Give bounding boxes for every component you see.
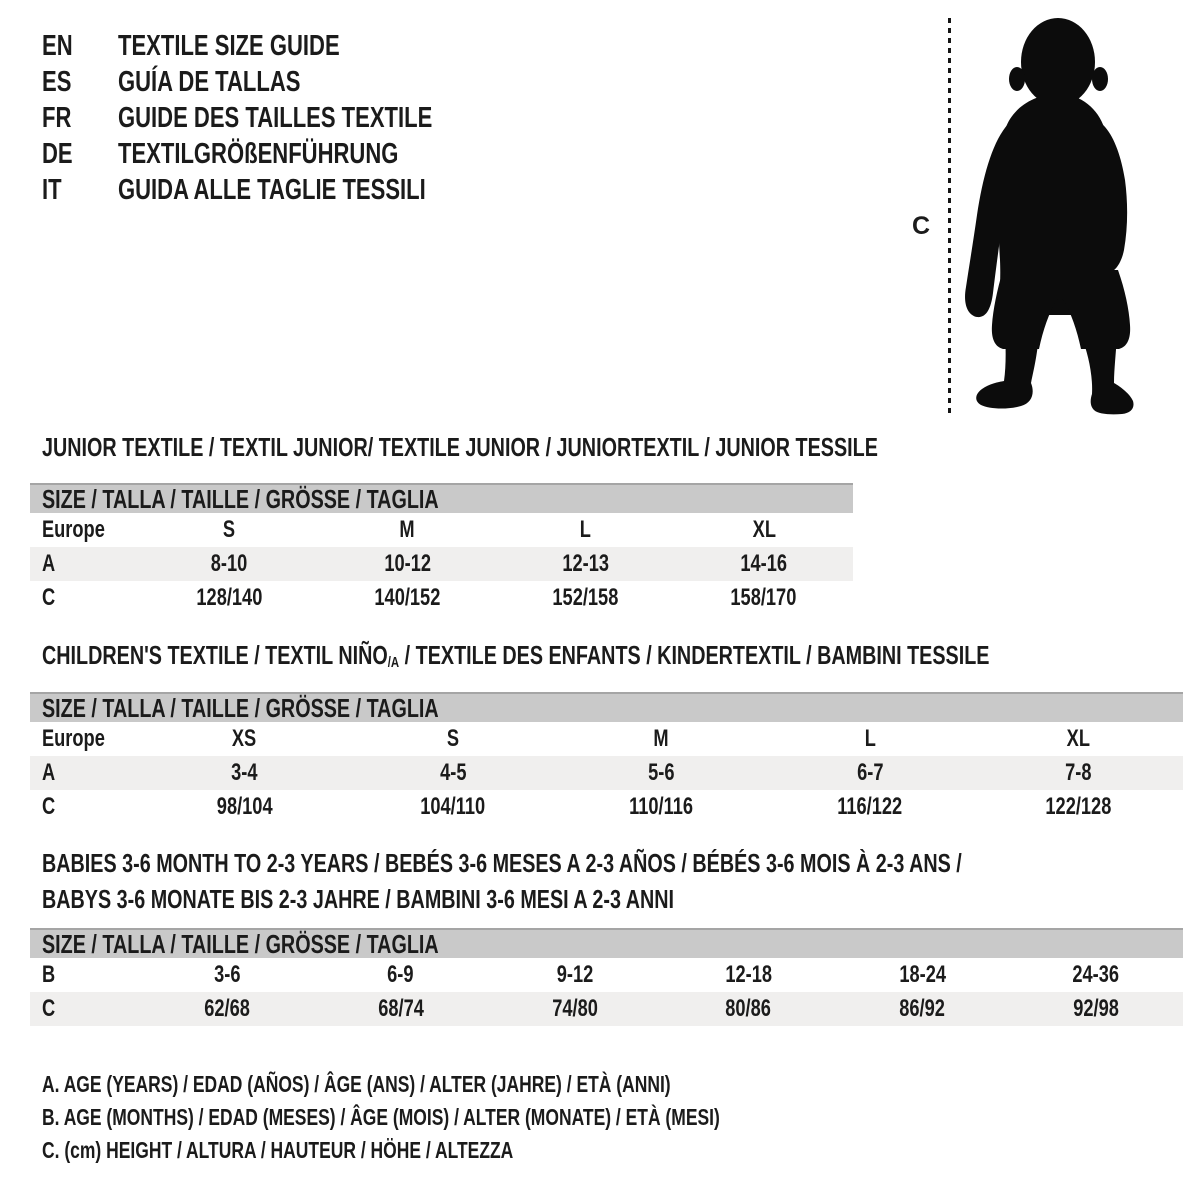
junior-section-title-text: JUNIOR TEXTILE / TEXTIL JUNIOR/ TEXTILE JUNIOR / JUNIORTEXTIL / JUNIOR TESSILE [42, 432, 878, 462]
table-cell: 7-8 [1065, 759, 1092, 786]
junior-section-title [42, 434, 1142, 461]
table-row [30, 992, 1183, 1026]
language-code: EN [42, 30, 73, 62]
table-cell: 8-10 [210, 550, 248, 577]
language-title-list [42, 28, 532, 208]
size-header-bar [30, 692, 1183, 722]
row-label: C [42, 584, 56, 611]
children-title-main: CHILDREN'S TEXTILE / TEXTIL NIÑO [42, 640, 388, 670]
children-title-rest: / TEXTILE DES ENFANTS / KINDERTEXTIL / BAMBINI TESSILE [399, 640, 990, 670]
language-row-es [42, 64, 532, 100]
table-cell: 104/110 [420, 793, 486, 820]
table-row [30, 790, 1183, 824]
table-cell: M [653, 725, 670, 752]
children-size-table [30, 692, 1183, 824]
table-row [30, 513, 853, 547]
table-cell: M [399, 516, 415, 543]
table-cell: XL [1067, 725, 1091, 752]
table-cell: 92/98 [1073, 995, 1119, 1022]
table-cell: 10-12 [384, 550, 431, 577]
table-cell: 158/170 [730, 584, 797, 611]
table-cell: 68/74 [377, 995, 424, 1022]
row-label: Europe [42, 516, 105, 543]
children-title-sub: /A [387, 654, 400, 671]
row-label: C [42, 793, 56, 820]
row-label: B [42, 961, 56, 988]
table-cell: 86/92 [899, 995, 946, 1022]
table-cell: 6-9 [387, 961, 414, 988]
babies-size-table [30, 928, 1183, 1026]
table-cell: 12-18 [725, 961, 772, 988]
table-cell: 98/104 [216, 793, 273, 820]
table-cell: XS [232, 725, 257, 752]
language-row-it [42, 172, 532, 208]
junior-table-rows [30, 513, 853, 615]
size-header-label: SIZE / TALLA / TAILLE / GRÖSSE / TAGLIA [42, 484, 439, 514]
legend-height-cm: C. (cm) HEIGHT / ALTURA / HAUTEUR / HÖHE / ALTEZZA [42, 1137, 514, 1163]
table-cell: 4-5 [439, 759, 467, 786]
table-row [30, 756, 1183, 790]
table-cell: 6-7 [856, 759, 884, 786]
size-header-label: SIZE / TALLA / TAILLE / GRÖSSE / TAGLIA [42, 929, 439, 959]
table-cell: S [223, 516, 236, 543]
table-cell: 122/128 [1045, 793, 1112, 820]
guide-title-en: TEXTILE SIZE GUIDE [118, 30, 340, 62]
language-row-de [42, 136, 532, 172]
table-cell: L [864, 725, 876, 752]
babies-table-rows [30, 958, 1183, 1026]
table-cell: 80/86 [725, 995, 772, 1022]
table-cell: 110/116 [629, 793, 694, 820]
table-row [30, 547, 853, 581]
table-cell: L [580, 516, 592, 543]
height-measure-dashed-line [948, 18, 951, 416]
table-cell: XL [752, 516, 776, 543]
table-cell: 5-6 [648, 759, 675, 786]
language-row-fr [42, 100, 532, 136]
table-cell: 24-36 [1072, 961, 1120, 988]
table-cell: 62/68 [204, 995, 250, 1022]
babies-title-line-1: BABIES 3-6 MONTH TO 2-3 YEARS / BEBÉS 3-6 MESES A 2-3 AÑOS / BÉBÉS 3-6 MOIS À 2-3 ANS / [42, 848, 962, 878]
table-cell: 18-24 [898, 961, 946, 988]
table-cell: 12-13 [562, 550, 609, 577]
table-cell: 128/140 [196, 584, 263, 611]
legend-age-years: A. AGE (YEARS) / EDAD (AÑOS) / ÂGE (ANS) / ALTER (JAHRE) / ETÀ (ANNI) [42, 1071, 671, 1097]
toddler-silhouette-icon [955, 15, 1145, 420]
guide-title-de: TEXTILGRÖßENFÜHRUNG [118, 138, 399, 170]
table-cell: 152/158 [552, 584, 619, 611]
language-code: IT [42, 174, 62, 206]
table-row [30, 581, 853, 615]
height-measure-label: C [912, 212, 931, 240]
babies-title-line-2: BABYS 3-6 MONATE BIS 2-3 JAHRE / BAMBINI 3-6 MESI A 2-3 ANNI [42, 884, 675, 914]
legend-age-months: B. AGE (MONTHS) / EDAD (MESES) / ÂGE (MOIS) / ALTER (MONATE) / ETÀ (MESI) [42, 1104, 720, 1130]
size-header-label: SIZE / TALLA / TAILLE / GRÖSSE / TAGLIA [42, 693, 439, 723]
size-header-bar [30, 928, 1183, 958]
language-code: DE [42, 138, 73, 170]
junior-size-table [30, 483, 853, 615]
table-row [30, 722, 1183, 756]
table-cell: 116/122 [837, 793, 903, 820]
table-cell: S [446, 725, 459, 752]
table-cell: 3-4 [231, 759, 258, 786]
row-label: A [42, 550, 56, 577]
babies-section-title [42, 845, 1200, 917]
children-table-rows [30, 722, 1183, 824]
children-section-title [42, 642, 1200, 676]
row-label: Europe [42, 725, 105, 752]
table-cell: 9-12 [556, 961, 593, 988]
guide-title-es: GUÍA DE TALLAS [118, 66, 301, 98]
guide-title-fr: GUIDE DES TAILLES TEXTILE [118, 102, 433, 134]
table-cell: 3-6 [213, 961, 241, 988]
legend [42, 1068, 934, 1167]
row-label: A [42, 759, 56, 786]
table-cell: 140/152 [374, 584, 441, 611]
table-cell: 74/80 [551, 995, 598, 1022]
language-code: FR [42, 102, 72, 134]
row-label: C [42, 995, 56, 1022]
language-row-en [42, 28, 532, 64]
table-row [30, 958, 1183, 992]
language-code: ES [42, 66, 72, 98]
children-section-title-text [42, 642, 989, 676]
size-header-bar [30, 483, 853, 513]
table-cell: 14-16 [740, 550, 788, 577]
guide-title-it: GUIDA ALLE TAGLIE TESSILI [118, 174, 426, 206]
